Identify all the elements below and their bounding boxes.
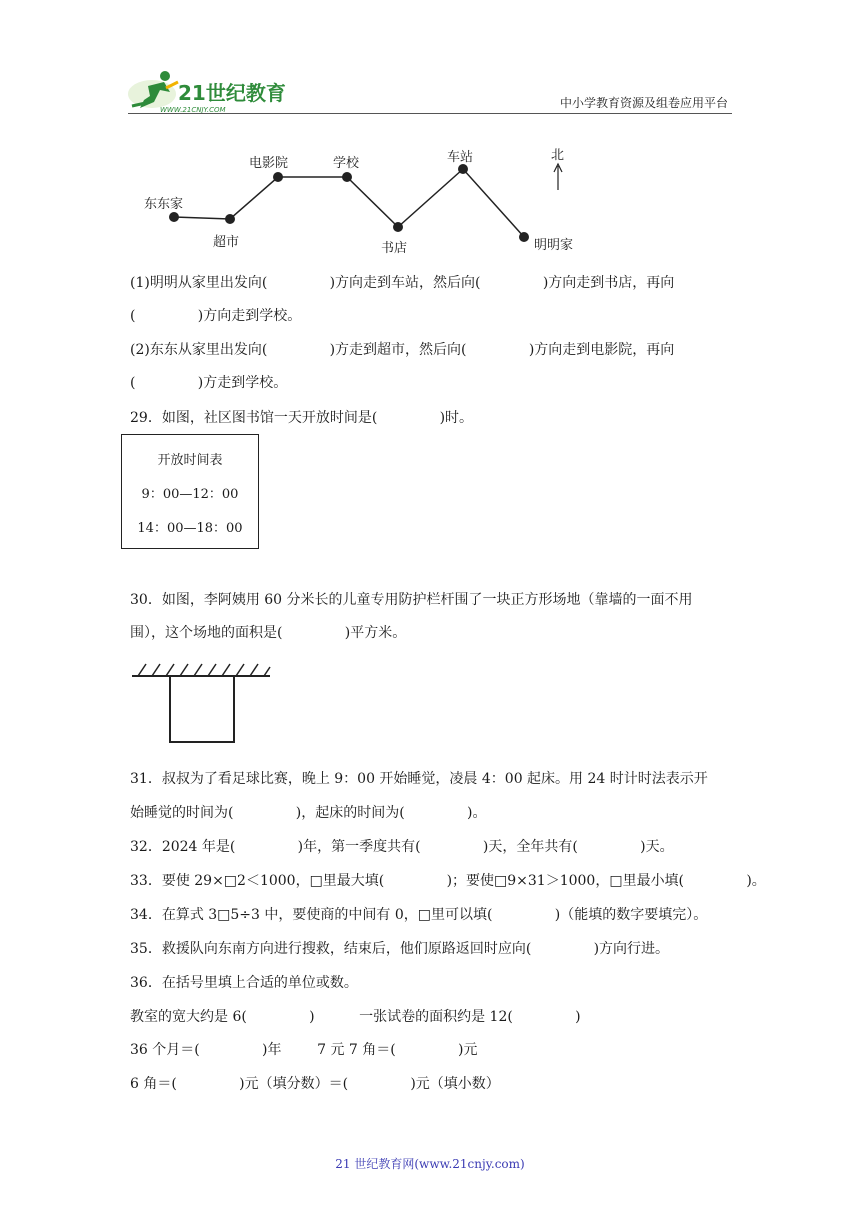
q28-line-2: ( )方向走到学校。 xyxy=(130,308,302,324)
logo-main-text: 21世纪教育 xyxy=(178,81,286,105)
q36-line-1: 教室的宽大约是 6( ) 一张试卷的面积约是 12( ) xyxy=(130,1009,581,1025)
q31-line-2: 始睡觉的时间为( )，起床的时间为( )。 xyxy=(130,805,487,821)
map-point-supermarket xyxy=(225,214,235,224)
q29-question: 29．如图，社区图书馆一天开放时间是( )时。 xyxy=(130,410,474,426)
wall-hatching xyxy=(138,664,270,676)
logo-url-text: WWW.21CNJY.COM xyxy=(160,106,226,114)
platform-name: 中小学教育资源及组卷应用平台 xyxy=(559,96,728,110)
q35-question: 35．救援队向东南方向进行搜救，结束后，他们原路返回时应向( )方向行进。 xyxy=(130,941,670,957)
label-mingming-home: 明明家 xyxy=(534,238,574,253)
map-point-station xyxy=(458,164,468,174)
map-point-mingming-home xyxy=(519,232,529,242)
label-school: 学校 xyxy=(333,156,360,171)
fence-diagram xyxy=(130,660,280,750)
q33-question: 33．要使 29×□2＜1000，□里最大填( )；要使□9×31＞1000，□里最小填( )。 xyxy=(130,873,766,889)
schedule-title: 开放时间表 xyxy=(157,453,223,468)
map-point-school xyxy=(342,172,352,182)
map-point-dongdong-home xyxy=(169,212,179,222)
q36-line-2: 36 个月＝( )年 7 元 7 角＝( )元 xyxy=(130,1042,478,1058)
schedule-row-morning: 9：00—12：00 xyxy=(141,487,239,502)
square-fence xyxy=(170,676,234,742)
q36-title: 36．在括号里填上合适的单位或数。 xyxy=(130,975,358,991)
q28-line-1: (1)明明从家里出发向( )方向走到车站，然后向( )方向走到书店，再向 xyxy=(130,275,675,291)
schedule-table xyxy=(121,434,259,549)
q36-line-3: 6 角＝( )元（填分数）＝( )元（填小数） xyxy=(130,1076,500,1092)
footer-link[interactable]: 21 世纪教育网(www.21cnjy.com) xyxy=(335,1157,525,1171)
label-station: 车站 xyxy=(447,150,474,165)
route-map xyxy=(0,0,860,270)
label-bookstore: 书店 xyxy=(381,241,408,256)
label-supermarket: 超市 xyxy=(213,235,240,250)
label-north: 北 xyxy=(551,148,565,163)
q28-line-3: (2)东东从家里出发向( )方走到超市，然后向( )方向走到电影院，再向 xyxy=(130,342,675,358)
q30-line-1: 30．如图，李阿姨用 60 分米长的儿童专用防护栏杆围了一块正方形场地（靠墙的一面不用 xyxy=(130,592,693,608)
map-point-bookstore xyxy=(393,222,403,232)
q30-line-2: 围），这个场地的面积是( )平方米。 xyxy=(130,625,407,641)
q32-question: 32．2024 年是( )年，第一季度共有( )天，全年共有( )天。 xyxy=(130,839,674,855)
schedule-row-afternoon: 14：00—18：00 xyxy=(137,521,243,536)
label-dongdong-home: 东东家 xyxy=(144,197,184,212)
q28-line-4: ( )方走到学校。 xyxy=(130,375,288,391)
label-cinema: 电影院 xyxy=(249,156,289,171)
q34-question: 34．在算式 3□5÷3 中，要使商的中间有 0，□里可以填( )（能填的数字要填完）。 xyxy=(130,907,708,923)
map-point-cinema xyxy=(273,172,283,182)
q31-line-1: 31．叔叔为了看足球比赛，晚上 9：00 开始睡觉，凌晨 4：00 起床。用 24 时计时法表示开 xyxy=(130,771,708,787)
